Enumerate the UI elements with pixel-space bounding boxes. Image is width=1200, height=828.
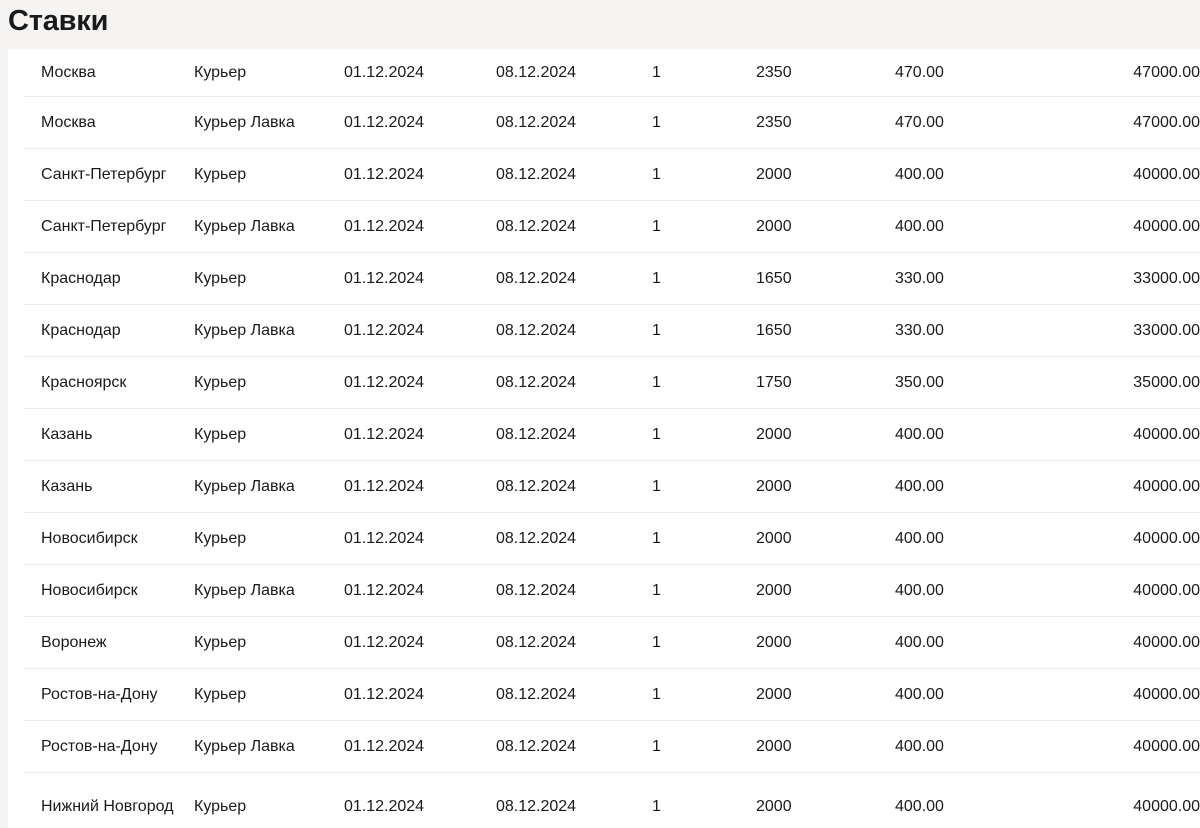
city-cell: Санкт-Петербург: [24, 149, 194, 201]
start-date-cell: 01.12.2024: [344, 149, 496, 201]
table-row: [24, 149, 1200, 201]
rates-table-body: [24, 49, 1200, 828]
rate-cell: 400.00: [895, 461, 1045, 513]
table-row: [24, 461, 1200, 513]
total-cell: 40000.00: [1045, 721, 1200, 773]
table-row: [24, 669, 1200, 721]
total-cell: 40000.00: [1045, 669, 1200, 721]
role-cell: Курьер: [194, 253, 344, 305]
city-cell: Казань: [24, 461, 194, 513]
city-cell: Нижний Новгород: [24, 773, 194, 828]
rate-cell: 330.00: [895, 305, 1045, 357]
total-cell: 40000.00: [1045, 461, 1200, 513]
base-amount-cell: 1750: [756, 357, 895, 409]
rate-cell: 400.00: [895, 721, 1045, 773]
end-date-cell: 08.12.2024: [496, 357, 652, 409]
total-cell: 33000.00: [1045, 253, 1200, 305]
end-date-cell: 08.12.2024: [496, 149, 652, 201]
start-date-cell: 01.12.2024: [344, 305, 496, 357]
total-cell: 35000.00: [1045, 357, 1200, 409]
role-cell: Курьер: [194, 357, 344, 409]
total-cell: 40000.00: [1045, 201, 1200, 253]
end-date-cell: 08.12.2024: [496, 409, 652, 461]
role-cell: Курьер: [194, 513, 344, 565]
rates-panel: [8, 49, 1200, 828]
start-date-cell: 01.12.2024: [344, 461, 496, 513]
base-amount-cell: 2000: [756, 565, 895, 617]
base-amount-cell: 2350: [756, 49, 895, 97]
rate-cell: 330.00: [895, 253, 1045, 305]
city-cell: Москва: [24, 97, 194, 149]
base-amount-cell: 2350: [756, 97, 895, 149]
start-date-cell: 01.12.2024: [344, 773, 496, 828]
count-cell: 1: [652, 201, 756, 253]
rates-table: [24, 49, 1200, 828]
role-cell: Курьер Лавка: [194, 97, 344, 149]
base-amount-cell: 1650: [756, 253, 895, 305]
base-amount-cell: 2000: [756, 201, 895, 253]
city-cell: Воронеж: [24, 617, 194, 669]
city-cell: Красноярск: [24, 357, 194, 409]
start-date-cell: 01.12.2024: [344, 97, 496, 149]
count-cell: 1: [652, 617, 756, 669]
table-row: [24, 201, 1200, 253]
count-cell: 1: [652, 253, 756, 305]
base-amount-cell: 2000: [756, 721, 895, 773]
total-cell: 47000.00: [1045, 49, 1200, 97]
end-date-cell: 08.12.2024: [496, 97, 652, 149]
role-cell: Курьер: [194, 409, 344, 461]
role-cell: Курьер Лавка: [194, 461, 344, 513]
end-date-cell: 08.12.2024: [496, 253, 652, 305]
city-cell: Ростов-на-Дону: [24, 721, 194, 773]
table-row: [24, 513, 1200, 565]
city-cell: Новосибирск: [24, 513, 194, 565]
table-row: [24, 773, 1200, 828]
rate-cell: 400.00: [895, 773, 1045, 828]
base-amount-cell: 1650: [756, 305, 895, 357]
base-amount-cell: 2000: [756, 149, 895, 201]
count-cell: 1: [652, 669, 756, 721]
start-date-cell: 01.12.2024: [344, 357, 496, 409]
end-date-cell: 08.12.2024: [496, 513, 652, 565]
table-row: [24, 721, 1200, 773]
city-cell: Краснодар: [24, 253, 194, 305]
start-date-cell: 01.12.2024: [344, 669, 496, 721]
rate-cell: 400.00: [895, 669, 1045, 721]
city-cell: Ростов-на-Дону: [24, 669, 194, 721]
table-row: [24, 97, 1200, 149]
role-cell: Курьер Лавка: [194, 565, 344, 617]
start-date-cell: 01.12.2024: [344, 513, 496, 565]
count-cell: 1: [652, 461, 756, 513]
end-date-cell: 08.12.2024: [496, 773, 652, 828]
total-cell: 40000.00: [1045, 149, 1200, 201]
count-cell: 1: [652, 409, 756, 461]
count-cell: 1: [652, 513, 756, 565]
end-date-cell: 08.12.2024: [496, 617, 652, 669]
count-cell: 1: [652, 49, 756, 97]
count-cell: 1: [652, 721, 756, 773]
total-cell: 40000.00: [1045, 513, 1200, 565]
start-date-cell: 01.12.2024: [344, 201, 496, 253]
rate-cell: 400.00: [895, 201, 1045, 253]
end-date-cell: 08.12.2024: [496, 201, 652, 253]
count-cell: 1: [652, 565, 756, 617]
role-cell: Курьер: [194, 669, 344, 721]
count-cell: 1: [652, 97, 756, 149]
role-cell: Курьер Лавка: [194, 721, 344, 773]
role-cell: Курьер: [194, 617, 344, 669]
total-cell: 33000.00: [1045, 305, 1200, 357]
role-cell: Курьер: [194, 149, 344, 201]
start-date-cell: 01.12.2024: [344, 617, 496, 669]
rate-cell: 400.00: [895, 565, 1045, 617]
total-cell: 40000.00: [1045, 409, 1200, 461]
table-row: [24, 565, 1200, 617]
base-amount-cell: 2000: [756, 773, 895, 828]
start-date-cell: 01.12.2024: [344, 721, 496, 773]
base-amount-cell: 2000: [756, 617, 895, 669]
table-row: [24, 49, 1200, 97]
count-cell: 1: [652, 149, 756, 201]
rate-cell: 400.00: [895, 149, 1045, 201]
rate-cell: 400.00: [895, 409, 1045, 461]
end-date-cell: 08.12.2024: [496, 721, 652, 773]
base-amount-cell: 2000: [756, 461, 895, 513]
rate-cell: 470.00: [895, 49, 1045, 97]
rate-cell: 470.00: [895, 97, 1045, 149]
base-amount-cell: 2000: [756, 669, 895, 721]
base-amount-cell: 2000: [756, 409, 895, 461]
rate-cell: 400.00: [895, 513, 1045, 565]
end-date-cell: 08.12.2024: [496, 565, 652, 617]
table-row: [24, 305, 1200, 357]
role-cell: Курьер: [194, 49, 344, 97]
total-cell: 40000.00: [1045, 617, 1200, 669]
count-cell: 1: [652, 773, 756, 828]
total-cell: 40000.00: [1045, 773, 1200, 828]
end-date-cell: 08.12.2024: [496, 669, 652, 721]
city-cell: Санкт-Петербург: [24, 201, 194, 253]
count-cell: 1: [652, 305, 756, 357]
role-cell: Курьер Лавка: [194, 201, 344, 253]
rate-cell: 350.00: [895, 357, 1045, 409]
role-cell: Курьер: [194, 773, 344, 828]
role-cell: Курьер Лавка: [194, 305, 344, 357]
total-cell: 40000.00: [1045, 565, 1200, 617]
end-date-cell: 08.12.2024: [496, 305, 652, 357]
city-cell: Новосибирск: [24, 565, 194, 617]
city-cell: Москва: [24, 49, 194, 97]
table-row: [24, 409, 1200, 461]
base-amount-cell: 2000: [756, 513, 895, 565]
start-date-cell: 01.12.2024: [344, 565, 496, 617]
city-cell: Казань: [24, 409, 194, 461]
page-title: Ставки: [8, 5, 109, 37]
city-cell: Краснодар: [24, 305, 194, 357]
start-date-cell: 01.12.2024: [344, 253, 496, 305]
table-row: [24, 617, 1200, 669]
end-date-cell: 08.12.2024: [496, 49, 652, 97]
start-date-cell: 01.12.2024: [344, 49, 496, 97]
end-date-cell: 08.12.2024: [496, 461, 652, 513]
start-date-cell: 01.12.2024: [344, 409, 496, 461]
table-row: [24, 357, 1200, 409]
table-row: [24, 253, 1200, 305]
count-cell: 1: [652, 357, 756, 409]
total-cell: 47000.00: [1045, 97, 1200, 149]
rate-cell: 400.00: [895, 617, 1045, 669]
